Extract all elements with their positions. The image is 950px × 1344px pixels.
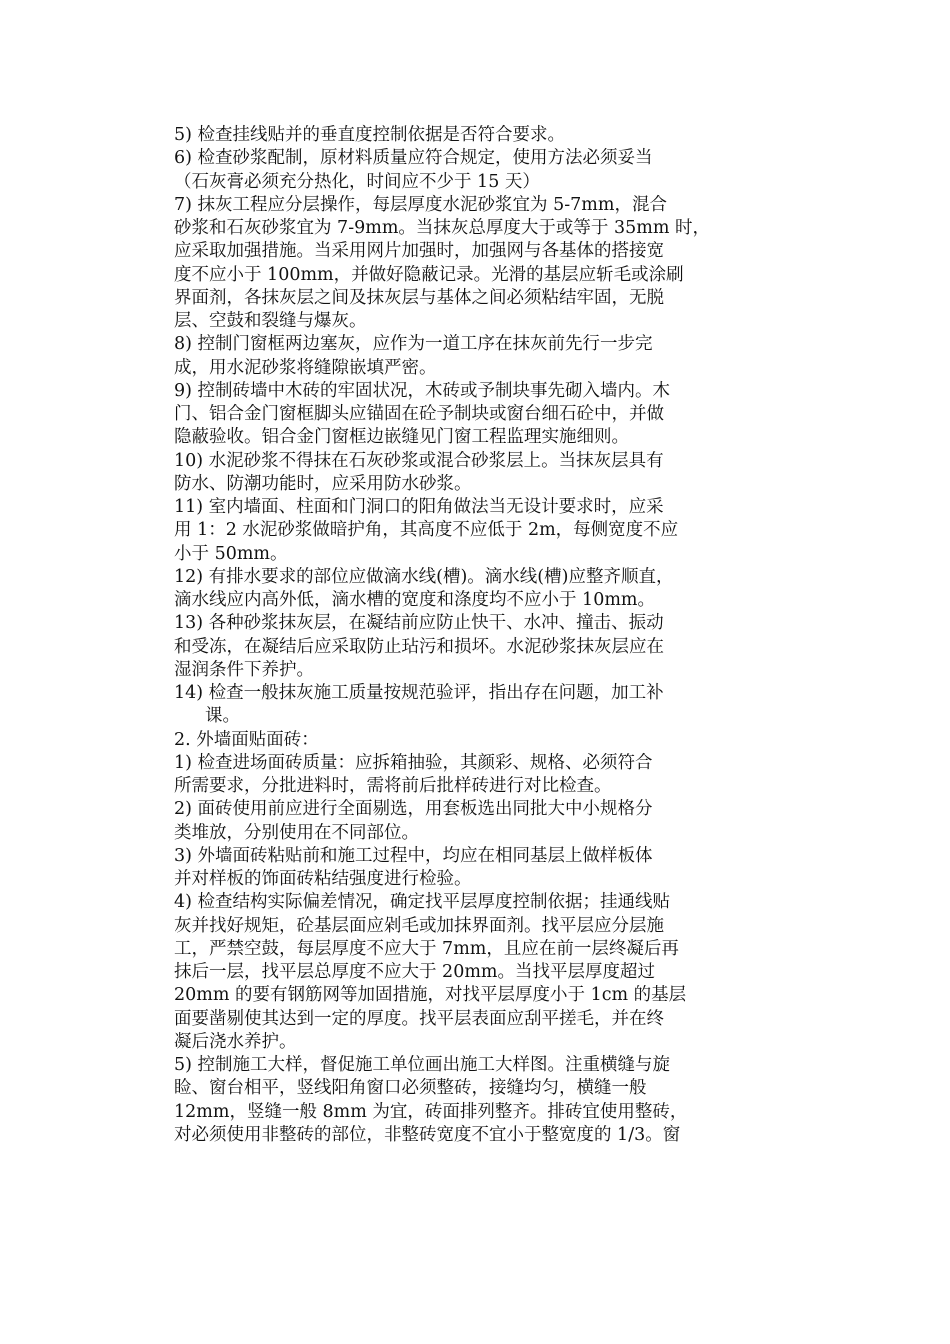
text-line: 7) 抹灰工程应分层操作，每层厚度水泥砂浆宜为 5-7mm，混合 <box>174 194 667 215</box>
text-line: 抹后一层，找平层总厚度不应大于 20mm。当找平层厚度超过 <box>174 962 656 982</box>
text-line: 湿润条件下养护。 <box>174 659 314 680</box>
text-line: 睑、窗台相平，竖线阳角窗口必须整砖，接缝均匀，横缝一般 <box>174 1078 647 1099</box>
text-line: 应采取加强措施。当采用网片加强时，加强网与各基体的搭接宽 <box>174 241 664 262</box>
text-line: 度不应小于 100mm，并做好隐蔽记录。光滑的基层应斩毛或涂刷 <box>174 264 684 285</box>
text-line: 类堆放，分别使用在不同部位。 <box>174 822 419 843</box>
text-line: 灰并找好规矩，砼基层面应剁毛或加抹界面剂。找平层应分层施 <box>174 915 664 936</box>
section-heading: 2. 外墙面贴面砖： <box>174 729 319 750</box>
text-line: 20mm 的要有钢筋网等加固措施，对找平层厚度小于 1cm 的基层 <box>174 985 687 1006</box>
text-line: 8) 控制门窗框两边塞灰，应作为一道工序在抹灰前先行一步完 <box>174 334 653 355</box>
text-line: 砂浆和石灰砂浆宜为 7-9mm。当抹灰总厚度大于或等于 35mm 时， <box>174 218 711 238</box>
text-line: 对必须使用非整砖的部位，非整砖宽度不宜小于整宽度的 1/3。窗 <box>174 1124 681 1145</box>
text-line: 隐蔽验收。铝合金门窗框边嵌缝见门窗工程监理实施细则。 <box>174 427 629 448</box>
text-line: 层、空鼓和裂缝与爆灰。 <box>174 311 367 331</box>
text-line: 界面剂，各抹灰层之间及抹灰层与基体之间必须粘结牢固，无脱 <box>174 287 664 308</box>
text-line: 5) 检查挂线贴并的垂直度控制依据是否符合要求。 <box>174 125 566 145</box>
text-line: 14) 检查一般抹灰施工质量按规范验评，指出存在问题，加工补 <box>174 683 664 703</box>
text-line <box>174 1147 814 1170</box>
text-line: 4) 检查结构实际偏差情况，确定找平层厚度控制依据；挂通线贴 <box>174 892 671 913</box>
text-line: 门、铝合金门窗框脚头应锚固在砼予制块或窗台细石砼中，并做 <box>174 404 664 424</box>
text-line: 10) 水泥砂浆不得抹在石灰砂浆或混合砂浆层上。当抹灰层具有 <box>174 450 664 471</box>
text-line: 课。 <box>205 706 240 727</box>
text-line: 所需要求，分批进料时，需将前后批样砖进行对比检查。 <box>174 776 612 796</box>
text-line: 并对样板的饰面砖粘结强度进行检验。 <box>174 869 472 889</box>
text-line: 12) 有排水要求的部位应做滴水线(槽)。滴水线(槽)应整齐顺直， <box>174 566 674 587</box>
text-line: 3) 外墙面砖粘贴前和施工过程中，均应在相同基层上做样板体 <box>174 845 653 866</box>
text-line: 和受冻，在凝结后应采取防止玷污和损坏。水泥砂浆抹灰层应在 <box>174 636 664 657</box>
document-body <box>174 124 814 1170</box>
text-line: 12mm，竖缝一般 8mm 为宜，砖面排列整齐。排砖宜使用整砖， <box>174 1101 688 1122</box>
text-line: 滴水线应内高外低，滴水槽的宽度和涤度均不应小于 10mm。 <box>174 590 656 610</box>
text-line: 5) 控制施工大样，督促施工单位画出施工大样图。注重横缝与旋 <box>174 1055 671 1075</box>
text-line: （石灰膏必须充分热化，时间应不少于 15 天） <box>174 171 540 192</box>
text-line: 2) 面砖使用前应进行全面剔选，用套板选出同批大中小规格分 <box>174 799 653 820</box>
text-line: 用 1：2 水泥砂浆做暗护角，其高度不应低于 2m，每侧宽度不应 <box>174 520 679 541</box>
text-line: 面要凿剔使其达到一定的厚度。找平层表面应刮平搓毛，并在终 <box>174 1008 664 1029</box>
text-line: 1) 检查进场面砖质量：应拆箱抽验，其颜彩、规格、必须符合 <box>174 752 653 773</box>
text-line: 6) 检查砂浆配制，原材料质量应符合规定，使用方法必须妥当 <box>174 148 653 169</box>
text-line: 13) 各种砂浆抹灰层，在凝结前应防止快干、水冲、撞击、振动 <box>174 613 664 634</box>
text-line: 小于 50mm。 <box>174 543 288 564</box>
text-line: 防水、防潮功能时，应采用防水砂浆。 <box>174 473 472 494</box>
text-line: 11) 室内墙面、柱面和门洞口的阳角做法当无设计要求时，应采 <box>174 497 664 517</box>
text-line: 工，严禁空鼓，每层厚度不应大于 7mm，且应在前一层终凝后再 <box>174 938 679 959</box>
text-line: 成，用水泥砂浆将缝隙嵌填严密。 <box>174 357 437 378</box>
text-line: 9) 控制砖墙中木砖的牢固状况，木砖或予制块事先砌入墙内。木 <box>174 380 671 401</box>
text-line: 凝后浇水养护。 <box>174 1031 297 1052</box>
